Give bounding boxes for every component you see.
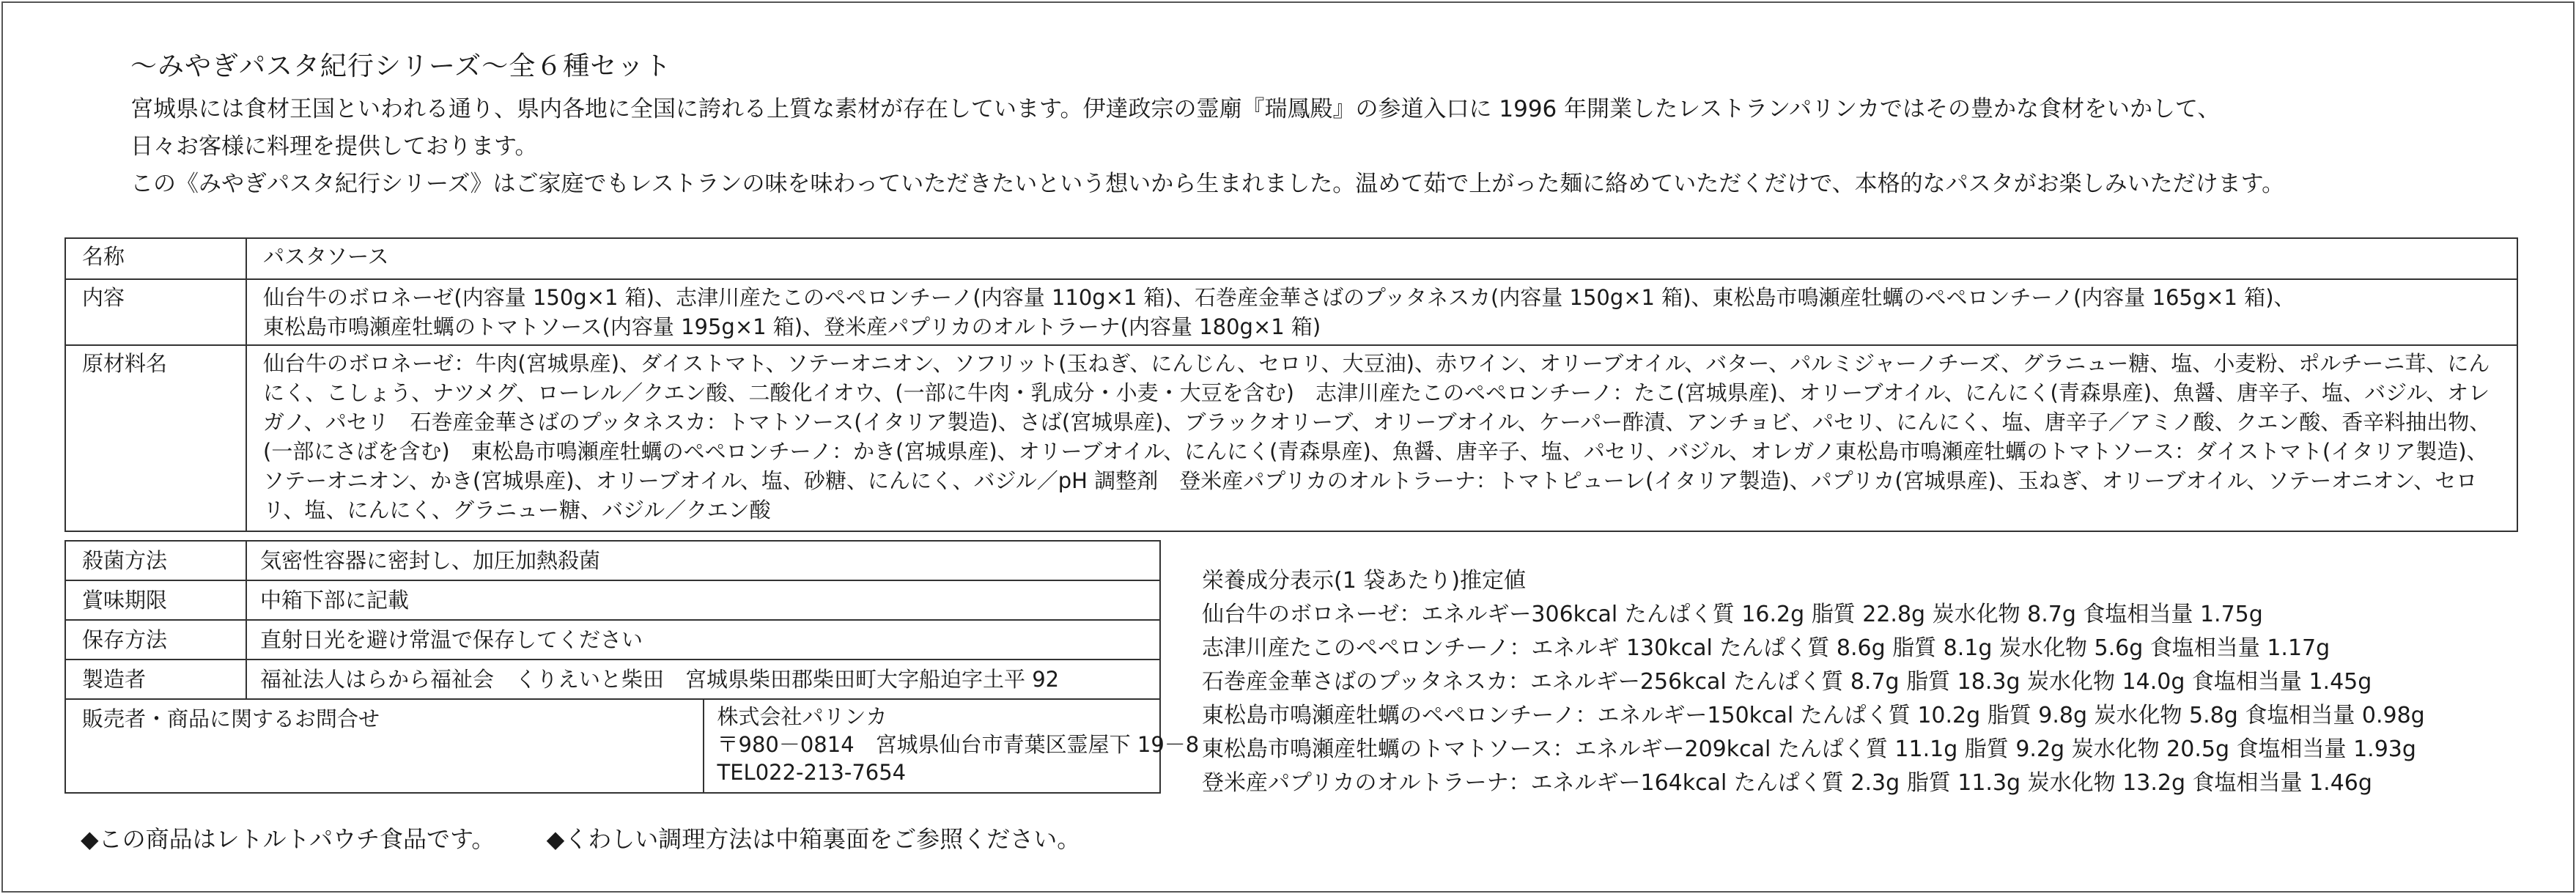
retort-note: ◆この商品はレトルトパウチ食品です。: [81, 825, 495, 853]
row-seller: [65, 699, 1160, 793]
name-label: 名称: [65, 238, 246, 279]
cooking-note: ◆くわしい調理方法は中箱裏面をご参照ください。: [546, 825, 1081, 853]
intro-line: 宮城県には食材王国といわれる通り、県内各地に全国に誇れる上質な素材が存在しています。伊達政宗の霊廟『瑞鳳殿』の参道入口に 1996 年開業したレストランパリンカではその豊かな食材をいかして、: [130, 96, 2221, 122]
intro-line: この《みやぎパスタ紀行シリーズ》はご家庭でもレストランの味を味わっていただきたいという想いから生まれました。温めて茹で上がった麺に絡めていただくだけで、本格的なパスタがお楽しみいただけます。: [130, 171, 2285, 197]
nutrition-heading: 栄養成分表示(1 袋あたり)推定値: [1202, 568, 1527, 594]
nutrition-line: 石巻産金華さばのプッタネスカ：エネルギー256kcal たんぱく質 8.7g 脂質 18.3g 炭水化物 14.0g 食塩相当量 1.45g: [1202, 669, 2372, 695]
nutrition-line: 登米産パプリカのオルトラーナ：エネルギー164kcal たんぱく質 2.3g 脂質 11.3g 炭水化物 13.2g 食塩相当量 1.46g: [1202, 770, 2372, 796]
nutrition-line: 仙台牛のボロネーゼ：エネルギー306kcal たんぱく質 16.2g 脂質 22.8g 炭水化物 8.7g 食塩相当量 1.75g: [1202, 602, 2263, 627]
intro-text: [130, 91, 2476, 203]
contents-label: 内容: [65, 279, 246, 345]
sterilization-value: 気密性容器に密封し、加圧加熱殺菌: [246, 541, 1160, 580]
nutrition-line: 志津川産たこのペペロンチーノ：エネルギ 130kcal たんぱく質 8.6g 脂質 8.1g 炭水化物 5.6g 食塩相当量 1.17g: [1202, 635, 2330, 661]
footer-notes: [81, 821, 1080, 854]
nutrition-line: 東松島市鳴瀬産牡蠣のトマトソース：エネルギー209kcal たんぱく質 11.1g 脂質 9.2g 炭水化物 20.5g 食塩相当量 1.93g: [1202, 736, 2416, 762]
seller-address: 〒980－0814 宮城県仙台市青葉区霊屋下 19－8: [717, 732, 1200, 757]
row-maker: [65, 660, 1160, 699]
name-value: パスタソース: [246, 238, 2517, 279]
spec-row-contents: [65, 279, 2517, 345]
contents-line: 仙台牛のボロネーゼ(内容量 150g×1 箱)、志津川産たこのペペロンチーノ(内容量 110g×1 箱)、石巻産金華さばのプッタネスカ(内容量 150g×1 箱)、東松島市鳴瀬産牡蠣のペペロンチーノ(内容量 165g×1 箱)、: [263, 285, 2295, 310]
row-storage: [65, 620, 1160, 660]
seller-company: 株式会社パリンカ: [717, 704, 887, 729]
seller-phone: TEL022-213-7654: [717, 760, 907, 785]
contents-line: 東松島市鳴瀬産牡蠣のトマトソース(内容量 195g×1 箱)、登米産パプリカのオルトラーナ(内容量 180g×1 箱): [263, 314, 1321, 339]
contents-value: [246, 279, 2517, 345]
page-title: ～みやぎパスタ紀行シリーズ～全６種セット: [130, 51, 672, 81]
seller-value: [704, 699, 1200, 793]
nutrition-line: 東松島市鳴瀬産牡蠣のペペロンチーノ：エネルギー150kcal たんぱく質 10.2g 脂質 9.8g 炭水化物 5.8g 食塩相当量 0.98g: [1202, 703, 2425, 728]
expiry-value: 中箱下部に記載: [246, 580, 1160, 620]
info-table: [64, 540, 1200, 794]
maker-value: 福祉法人はらから福祉会 くりえいと柴田 宮城県柴田郡柴田町大字船迫字土平 92: [246, 660, 1160, 699]
ingredients-label: 原材料名: [65, 345, 246, 531]
row-sterilization: [65, 541, 1160, 580]
maker-label: 製造者: [65, 660, 246, 699]
spec-row-name: [65, 238, 2517, 279]
spec-row-ingredients: [65, 345, 2517, 531]
spec-table: [64, 237, 2518, 532]
intro-line: 日々お客様に料理を提供しております。: [130, 133, 538, 160]
expiry-label: 賞味期限: [65, 580, 246, 620]
ingredients-value: 仙台牛のボロネーゼ：牛肉(宮城県産)、ダイストマト、ソテーオニオン、ソフリット(玉ねぎ、にんじん、セロリ、大豆油)、赤ワイン、オリーブオイル、バター、パルミジャーノチーズ、グラニュー糖、塩、小麦粉、ポルチーニ茸、にんにく、こしょう、ナツメグ、ローレル／クエン酸、二酸化イオウ、(一部に牛肉・乳成分・小麦・大豆を含む) 志津川産たこのペペロンチーノ：たこ(宮城県産)、オリーブオイル、にんにく(青森県産)、魚醤、唐辛子、塩、バジル、オレガノ、パセリ 石巻産金華さばのプッタネスカ：トマトソース(イタリア製造)、さば(宮城県産)、ブラックオリーブ、オリーブオイル、ケーパー酢漬、アンチョビ、パセリ、にんにく、塩、唐辛子／アミノ酸、クエン酸、香辛料抽出物、(一部にさばを含む) 東松島市鳴瀬産牡蠣のペペロンチーノ：かき(宮城県産)、オリーブオイル、にんにく(青森県産)、魚醤、唐辛子、塩、パセリ、バジル、オレガノ東松島市鳴瀬産牡蠣のトマトソース：ダイストマト(イタリア製造)、ソテーオニオン、かき(宮城県産)、オリーブオイル、塩、砂糖、にんにく、バジル／pH 調整剤 登米産パプリカのオルトラーナ：トマトピューレ(イタリア製造)、パプリカ(宮城県産)、玉ねぎ、オリーブオイル、ソテーオニオン、セロリ、塩、にんにく、グラニュー糖、バジル／クエン酸: [246, 345, 2517, 531]
storage-value: 直射日光を避け常温で保存してください: [246, 620, 1160, 660]
sterilization-label: 殺菌方法: [65, 541, 246, 580]
seller-label: 販売者・商品に関するお問合せ: [65, 699, 704, 793]
row-expiry: [65, 580, 1160, 620]
nutrition-panel: [1202, 564, 2425, 800]
storage-label: 保存方法: [65, 620, 246, 660]
